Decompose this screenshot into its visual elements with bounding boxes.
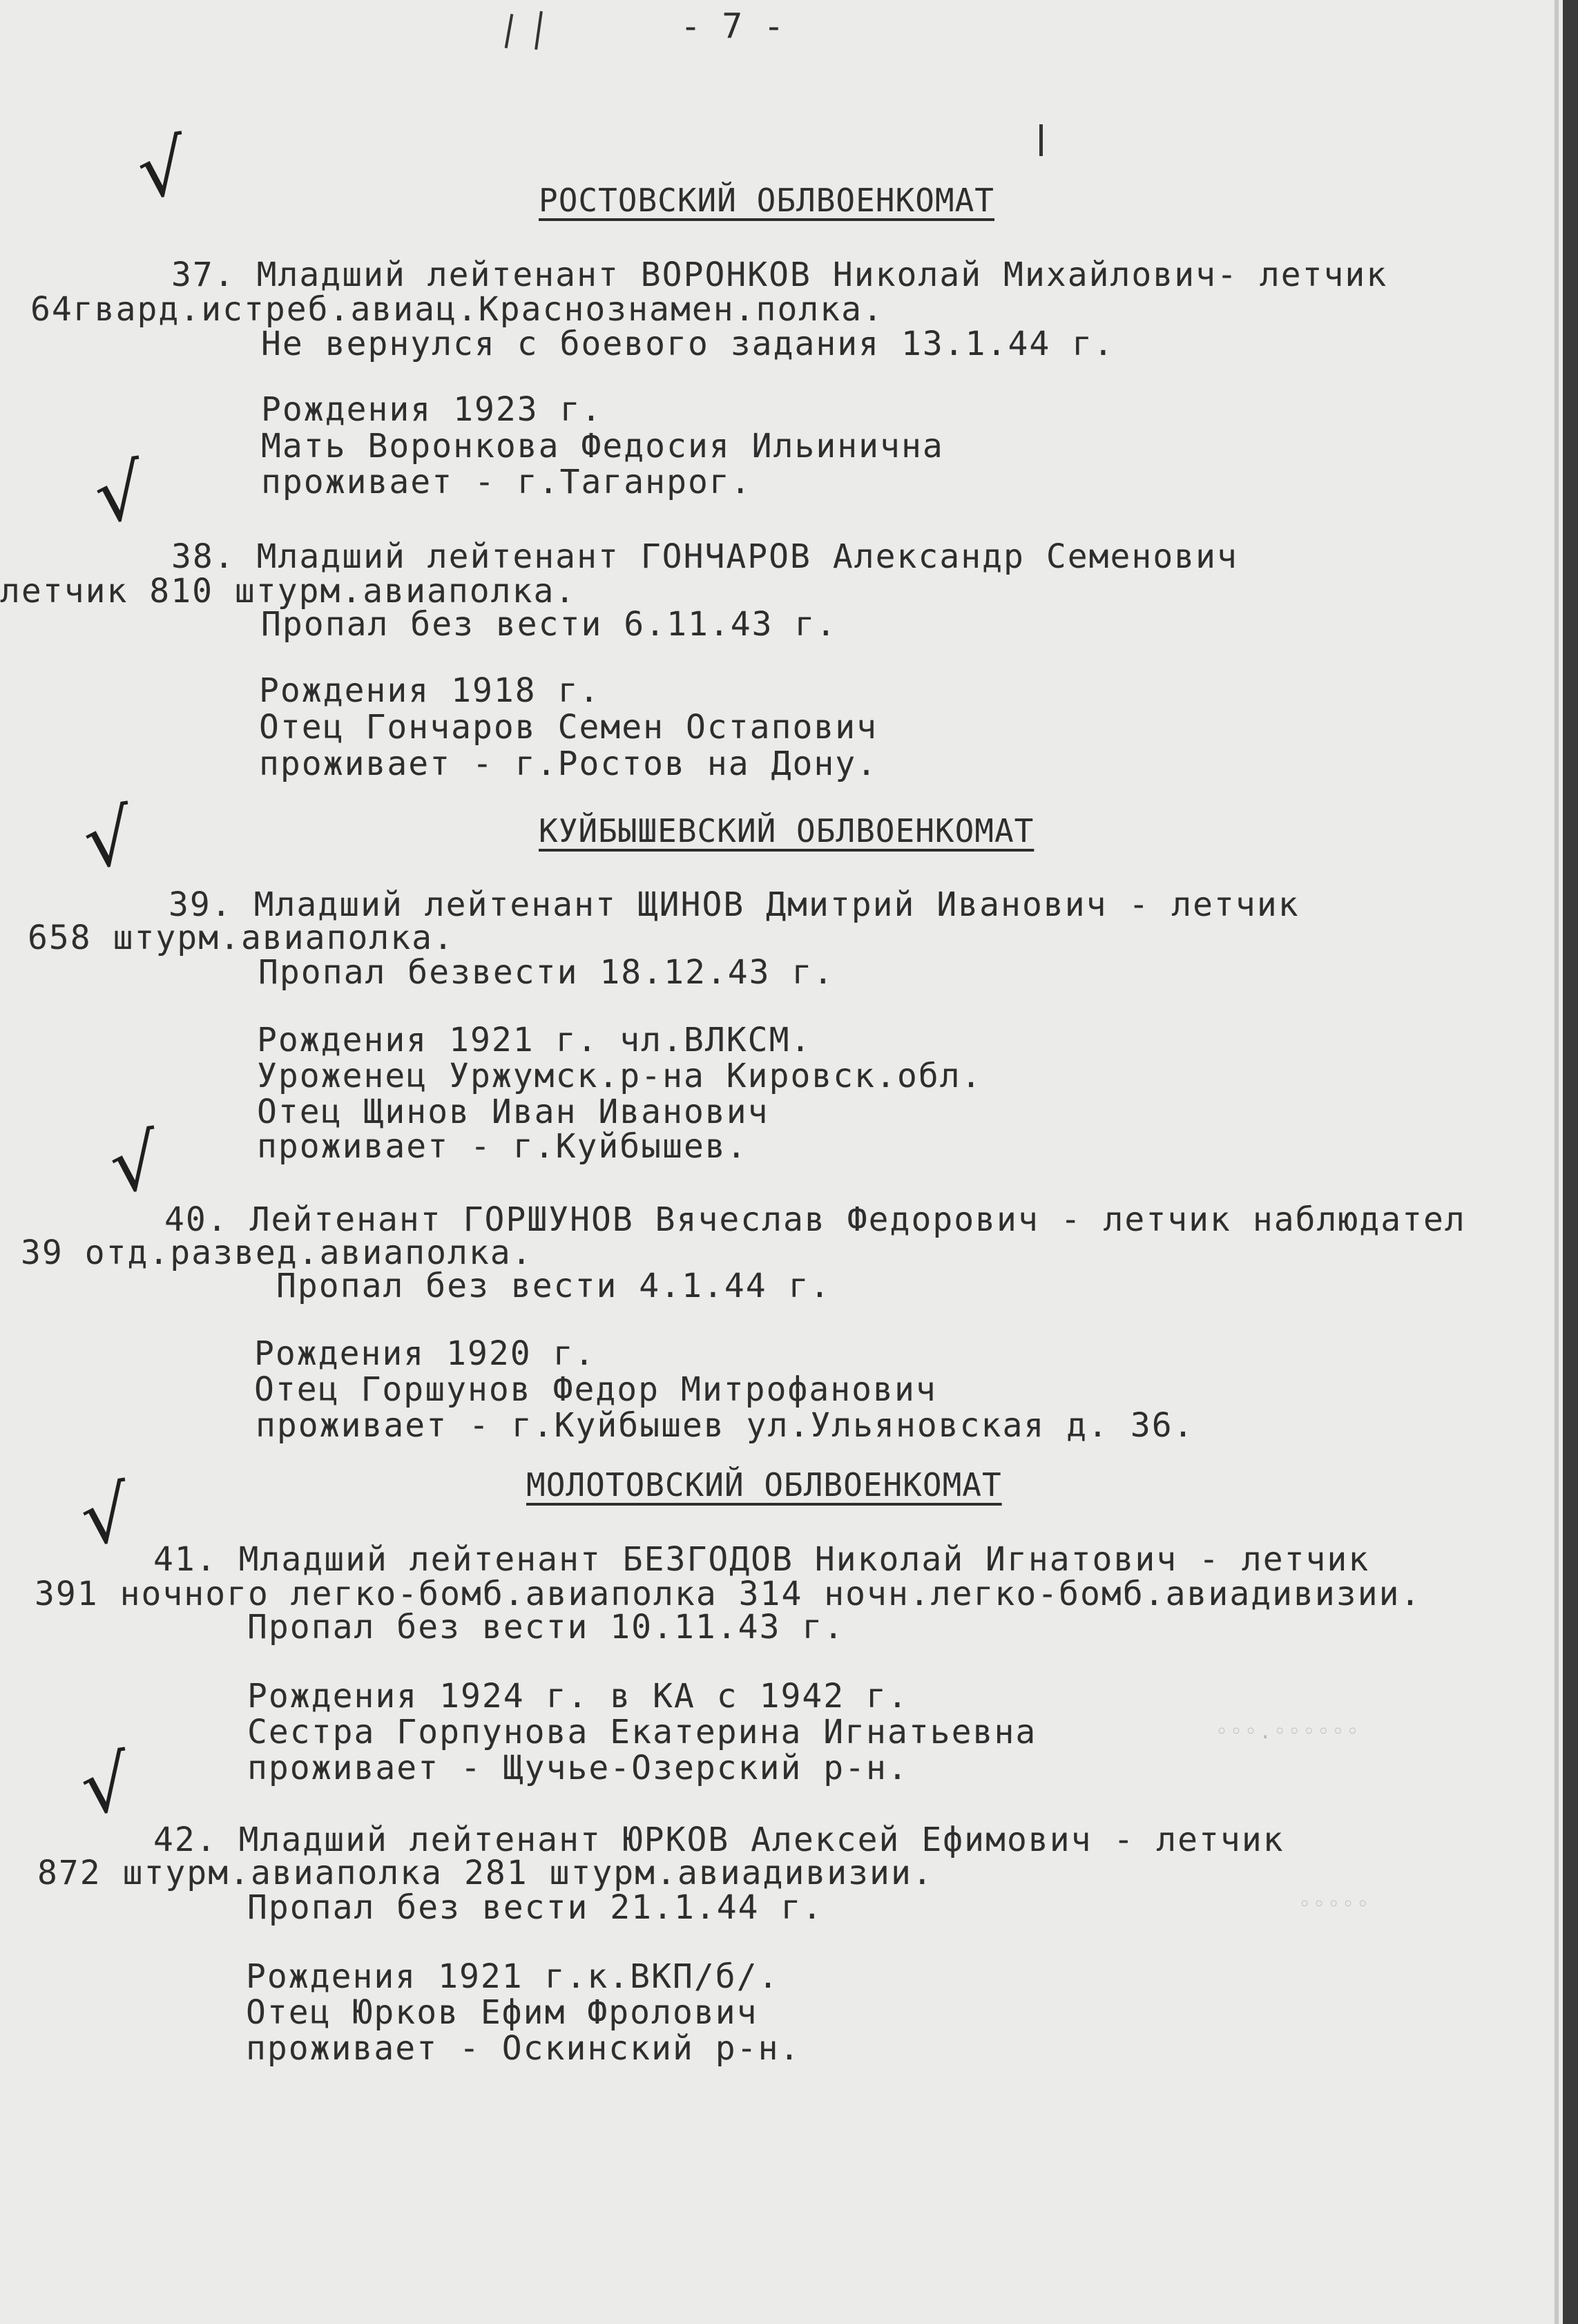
check-mark: √ [75, 1738, 136, 1833]
entry-line: Пропал без вести 6.11.43 г. [261, 605, 838, 644]
check-mark: √ [104, 1116, 165, 1211]
entry-line: Рождения 1921 г.к.ВКП/б/. [246, 1957, 780, 1996]
entry-line: 658 штурм.авиаполка. [28, 919, 454, 957]
entry-line: Пропал без вести 4.1.44 г. [276, 1267, 831, 1305]
scan-edge [1563, 0, 1578, 2324]
entry-line: Отец Щинов Иван Иванович [257, 1093, 769, 1131]
check-mark: √ [78, 791, 139, 887]
section-heading: КУЙБЫШЕВСКИЙ ОБЛВОЕНКОМАТ [539, 812, 1035, 849]
entry-line: проживает - Щучье-Озерский р-н. [247, 1749, 909, 1787]
entry-line: Пропал без вести 21.1.44 г. [247, 1888, 824, 1927]
entry-line: проживает - г.Ростов на Дону. [259, 745, 878, 783]
entry-line: 64гвард.истреб.авиац.Краснознамен.полка. [30, 290, 884, 329]
entry-line: Рождения 1924 г. в КА с 1942 г. [247, 1677, 909, 1716]
check-mark: √ [132, 122, 193, 217]
entry-line: Рождения 1923 г. [261, 390, 603, 429]
entry-line: Отец Юрков Ефим Фролович [246, 1993, 758, 2032]
entry-line: 39. Младший лейтенант ЩИНОВ Дмитрий Иванович - летчик [169, 885, 1300, 924]
entry-line: Сестра Горпунова Екатерина Игнатьевна [247, 1713, 1037, 1751]
pen-mark [1039, 124, 1043, 156]
entry-line: Отец Горшунов Федор Митрофанович [254, 1370, 937, 1409]
entry-line: 391 ночного легко-бомб.авиаполка 314 ночн.легко-бомб.авиадивизии. [35, 1575, 1422, 1613]
pen-mark [535, 11, 543, 50]
entry-line: Уроженец Уржумск.р-на Кировск.обл. [257, 1057, 983, 1095]
scan-edge-shadow [1555, 0, 1559, 2324]
entry-line: 37. Младший лейтенант ВОРОНКОВ Николай Михайлович- летчик [171, 256, 1388, 294]
entry-line: 39 отд.развед.авиаполка. [21, 1233, 533, 1272]
page-number: - 7 - [680, 6, 785, 46]
entry-line: 40. Лейтенант ГОРШУНОВ Вячеслав Федорович - летчик наблюдател [164, 1200, 1466, 1239]
entry-line: 42. Младший лейтенант ЮРКОВ Алексей Ефимович - летчик [153, 1821, 1284, 1859]
check-mark: √ [89, 446, 150, 541]
entry-line: летчик 810 штурм.авиаполка. [0, 572, 577, 611]
entry-line: Пропал без вести 10.11.43 г. [247, 1608, 845, 1646]
entry-line: Отец Гончаров Семен Остапович [259, 708, 878, 747]
pen-mark [505, 14, 514, 48]
faint-stamp-text: ◦◦◦.◦◦◦◦◦◦ [1215, 1720, 1361, 1744]
entry-line: проживает - г.Таганрог. [261, 463, 752, 501]
check-mark: √ [75, 1468, 136, 1564]
section-heading: МОЛОТОВСКИЙ ОБЛВОЕНКОМАТ [526, 1466, 1002, 1504]
entry-line: проживает - Оскинский р-н. [246, 2029, 801, 2068]
entry-line: проживает - г.Куйбышев. [257, 1127, 748, 1166]
entry-line: Рождения 1918 г. [259, 671, 601, 710]
entry-line: Пропал безвести 18.12.43 г. [258, 953, 835, 992]
entry-line: 872 штурм.авиаполка 281 штурм.авиадивизии. [37, 1854, 934, 1892]
entry-line: 38. Младший лейтенант ГОНЧАРОВ Александр Семенович [171, 537, 1238, 576]
entry-line: Рождения 1920 г. [254, 1334, 596, 1373]
section-heading: РОСТОВСКИЙ ОБЛВОЕНКОМАТ [539, 182, 994, 219]
entry-line: проживает - г.Куйбышев ул.Ульяновская д. 36. [256, 1406, 1195, 1445]
entry-line: Мать Воронкова Федосия Ильинична [261, 427, 944, 465]
faint-stamp-text: ◦◦◦◦◦ [1298, 1892, 1372, 1917]
entry-line: Рождения 1921 г. чл.ВЛКСМ. [257, 1021, 812, 1059]
entry-line: 41. Младший лейтенант БЕЗГОДОВ Николай Игнатович - летчик [153, 1540, 1370, 1579]
entry-line: Не вернулся с боевого задания 13.1.44 г. [261, 325, 1115, 363]
